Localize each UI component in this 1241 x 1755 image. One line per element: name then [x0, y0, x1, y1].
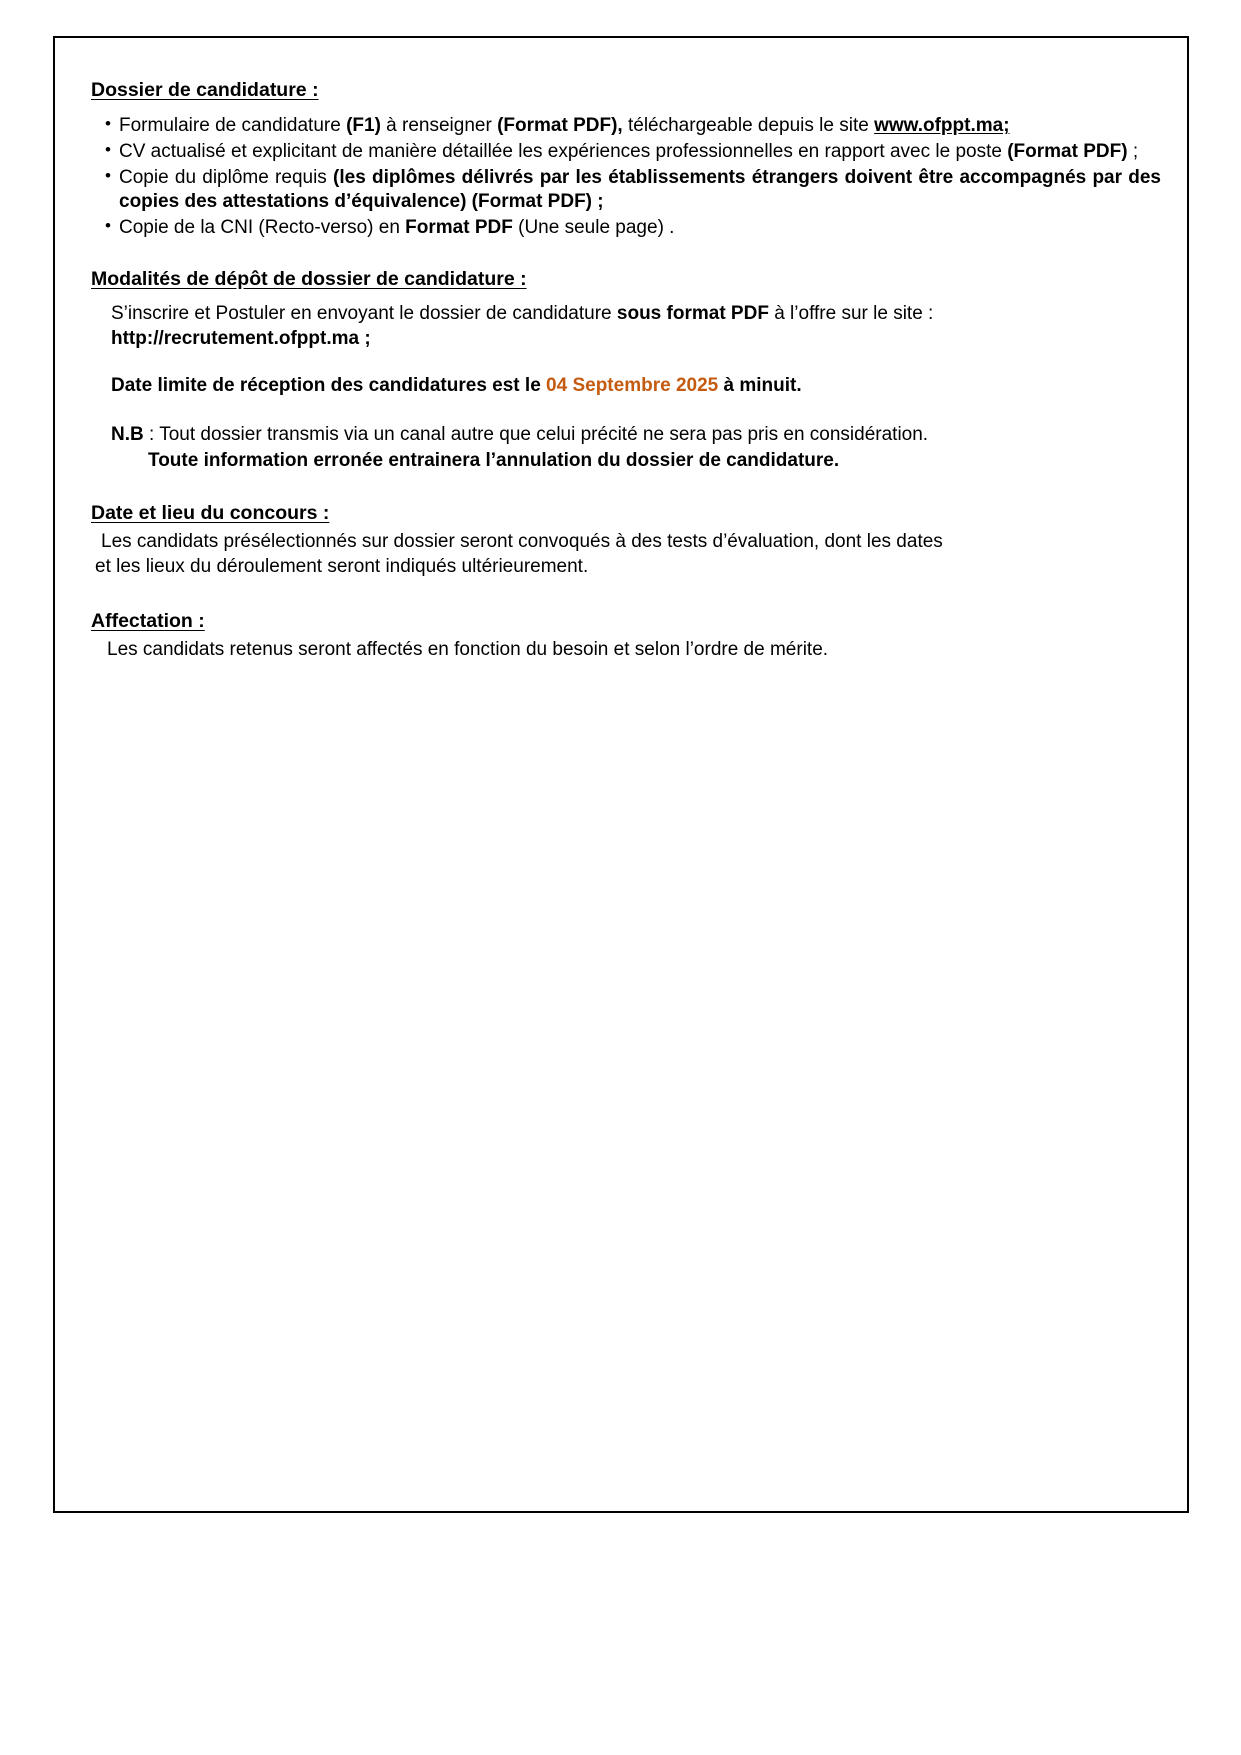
- list-item-cni: [73, 216, 1161, 241]
- bullet-1-text-2: à renseigner: [380, 115, 498, 137]
- list-item-cv: [73, 140, 1161, 165]
- heading-dossier-de-candidature: [91, 78, 1161, 102]
- page-content: [73, 78, 1161, 663]
- heading-affectation: [91, 609, 1161, 633]
- heading-affectation-label: Affectation :: [91, 610, 205, 633]
- heading-date-et-lieu-du-concours: [91, 501, 1161, 525]
- paragraph-nb-warning: Toute information erronée entrainera l’annulation du dossier de candidature.: [148, 449, 840, 471]
- list-item-formulaire: [73, 114, 1161, 139]
- bullet-1-bold-format-pdf: (Format PDF),: [497, 115, 623, 137]
- paragraph-affectation-line-1: Les candidats retenus seront affectés en fonction du besoin et selon l’ordre de mérite.: [107, 639, 829, 661]
- bullet-2-bold-format-pdf: (Format PDF): [1007, 141, 1128, 163]
- inscrire-text-2: à l’offre sur le site :: [768, 303, 934, 325]
- paragraph-inscrire-postuler: [111, 301, 1161, 351]
- document-page: [53, 36, 1189, 1513]
- bullet-4-bold-format-pdf: Format PDF: [405, 217, 513, 239]
- paragraph-concours-line-1: Les candidats présélectionnés sur dossier seront convoqués à des tests d’évaluation, dont les dates: [101, 530, 943, 552]
- dossier-requirements-list: [73, 114, 1161, 240]
- bullet-2-text-2: ;: [1127, 141, 1139, 163]
- paragraph-concours-line-2: et les lieux du déroulement seront indiqués ultérieurement.: [95, 556, 589, 578]
- date-limite-value: 04 Septembre 2025: [546, 375, 719, 397]
- link-www-ofppt-ma[interactable]: www.ofppt.ma;: [874, 115, 1010, 137]
- bullet-3-bold-equivalence: (les diplômes délivrés par les établissements étrangers doivent être accompagnés par des copies des attestations d’équivalence) (Format PDF) ;: [119, 166, 1161, 213]
- bullet-4-text-2: (Une seule page) .: [512, 217, 675, 239]
- bullet-2-text-1: CV actualisé et explicitant de manière détaillée les expériences professionnelles en rapport avec le poste: [119, 141, 1008, 163]
- nb-label: N.B: [111, 424, 144, 446]
- nb-text-1: : Tout dossier transmis via un canal autre que celui précité ne sera pas pris en considération.: [143, 424, 929, 446]
- inscrire-text-1: S’inscrire et Postuler en envoyant le dossier de candidature: [111, 303, 617, 325]
- bullet-1-text-1: Formulaire de candidature: [119, 115, 347, 137]
- bullet-1-bold-f1: (F1): [346, 115, 381, 137]
- list-item-diplome: [73, 166, 1161, 215]
- bullet-1-text-3: téléchargeable depuis le site: [622, 115, 875, 137]
- bullet-3-text-1: Copie du diplôme requis: [119, 166, 334, 188]
- inscrire-bold-sous-format-pdf: sous format PDF: [616, 303, 769, 325]
- date-limite-text-2: à minuit.: [718, 375, 802, 397]
- heading-dossier-label: Dossier de candidature :: [91, 79, 319, 101]
- heading-modalites-de-depot: [91, 267, 1161, 291]
- paragraph-date-limite: [111, 373, 1161, 398]
- link-recrutement-ofppt-ma[interactable]: http://recrutement.ofppt.ma ;: [111, 328, 371, 350]
- bullet-4-text-1: Copie de la CNI (Recto-verso) en: [119, 217, 406, 239]
- date-limite-text-1: Date limite de réception des candidatures est le: [111, 375, 547, 397]
- heading-date-lieu-label: Date et lieu du concours :: [91, 501, 330, 524]
- heading-modalites-label: Modalités de dépôt de dossier de candidature :: [91, 267, 527, 290]
- paragraph-nb-notice: [111, 422, 1161, 447]
